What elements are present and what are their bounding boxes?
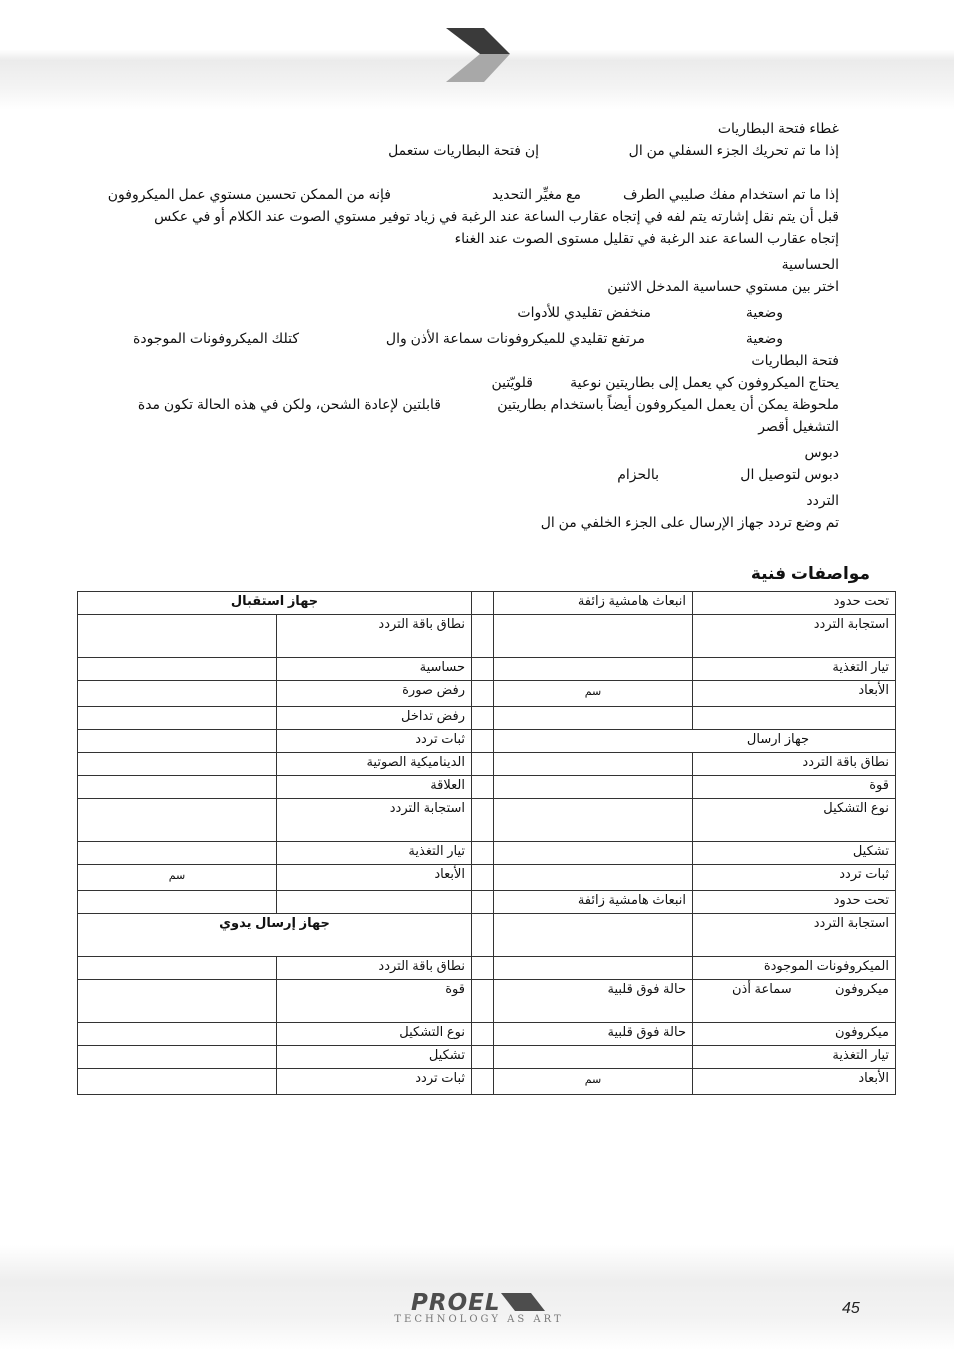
table-cell: تحت حدود xyxy=(693,592,896,615)
para-line: إتجاه عقارب الساعة عند الرغبة في تقليل مستوى الصوت عند الغناء xyxy=(454,230,839,246)
table-row xyxy=(78,957,896,980)
table-cell: الأبعاد xyxy=(277,865,472,891)
table-row xyxy=(78,615,896,658)
section-heading: التردد xyxy=(806,492,839,508)
para-line: غطاء فتحة البطاريات xyxy=(717,120,839,136)
table-cell: رفض تداخل xyxy=(277,707,472,730)
logo-wordmark: PROEL xyxy=(411,1290,501,1316)
table-cell: الميكروفونات الموجودة xyxy=(693,957,896,980)
table-cell: ثبات تردد xyxy=(277,730,472,753)
table-row xyxy=(78,980,896,1023)
table-row xyxy=(78,914,896,957)
para-line: إذا ما تم تحريك الجزء السفلي من ال إن فتحة البطاريات ستعمل xyxy=(388,142,839,158)
para-line: دبوس لتوصيل ال بالحزام xyxy=(617,466,839,482)
page-number: 45 xyxy=(842,1300,860,1317)
section-header-cell: جهاز إرسال يدوي xyxy=(78,914,472,957)
table-cell: قوة xyxy=(693,776,896,799)
unit-cell: سم xyxy=(494,681,693,707)
table-cell: الديناميكية الصوتية xyxy=(277,753,472,776)
table-cell: رفض صورة xyxy=(277,681,472,707)
chevron-arrow-icon xyxy=(440,26,514,84)
table-cell: انبعاث هامشية زائفة xyxy=(494,891,693,914)
table-row xyxy=(78,842,896,865)
table-cell: العلاقة xyxy=(277,776,472,799)
table-cell: الأبعاد xyxy=(693,1069,896,1095)
para-line: قبل أن يتم نقل إشارته يتم لفه في إتجاه عقارب الساعة عند الرغبة في زياد توفير مستوي الصوت عند الكلام أو في عكس xyxy=(154,208,839,224)
instructions-text xyxy=(96,117,839,533)
table-row xyxy=(78,592,896,615)
section-heading: الحساسية xyxy=(781,256,839,272)
section-heading: فتحة البطاريات xyxy=(751,352,839,368)
table-cell: قوة xyxy=(277,980,472,1023)
para-line: ملحوظة يمكن أن يعمل الميكروفون أيضاً باستخدام بطاريتين قابلتين لإعادة الشحن، ولكن في هذه الحالة تكون مدة xyxy=(137,396,839,412)
section-heading: دبوس xyxy=(804,444,839,460)
table-cell: تحت حدود xyxy=(693,891,896,914)
para-line: التشغيل أقصر xyxy=(758,418,839,434)
spec-table xyxy=(77,591,896,1095)
table-row xyxy=(78,799,896,842)
table-cell: تيار التغذية xyxy=(277,842,472,865)
table-cell: استجابة التردد xyxy=(277,799,472,842)
table-cell: جهاز استقبال xyxy=(78,592,472,615)
table-row xyxy=(78,865,896,891)
table-cell: نوع التشكيل xyxy=(277,1023,472,1046)
table-cell: ثبات تردد xyxy=(277,1069,472,1095)
table-cell: ميكروفون سماعة أذن xyxy=(693,980,896,1023)
para-line: وضعية مرتفع تقليدي للميكروفونات سماعة الأذن وال كتلك الميكروفونات الموجودة xyxy=(133,330,783,346)
table-row xyxy=(78,658,896,681)
logo-tagline: TECHNOLOGY AS ART xyxy=(394,1314,564,1325)
table-row xyxy=(78,891,896,914)
table-row xyxy=(78,730,896,753)
table-row xyxy=(78,707,896,730)
table-row xyxy=(78,753,896,776)
para-line: وضعية منخفض تقليدي للأدوات xyxy=(517,304,783,320)
table-cell: حساسية xyxy=(277,658,472,681)
table-cell: استجابة التردد xyxy=(693,914,896,957)
table-cell: تيار التغذية xyxy=(693,658,896,681)
table-cell: نطاق باقة التردد xyxy=(277,957,472,980)
table-cell: انبعاث هامشية زائفة xyxy=(494,592,693,615)
table-cell: تشكيل xyxy=(277,1046,472,1069)
brand-logo xyxy=(384,1290,574,1325)
spec-title: مواصفات فنية xyxy=(750,564,870,583)
para-line: اختر بين مستوي حساسية المدخل الاثنين xyxy=(607,278,839,294)
table-cell: الأبعاد xyxy=(693,681,896,707)
table-row xyxy=(78,1069,896,1095)
logo-arrow-icon xyxy=(501,1292,547,1312)
table-row xyxy=(78,776,896,799)
para-line: يحتاج الميكروفون كي يعمل إلى بطاريتين نوعية قلويّتين xyxy=(491,374,839,390)
table-row xyxy=(78,1023,896,1046)
table-row xyxy=(78,1046,896,1069)
table-row xyxy=(78,681,896,707)
table-cell: نوع التشكيل xyxy=(693,799,896,842)
table-cell: تشكيل xyxy=(693,842,896,865)
table-cell: نطاق باقة التردد xyxy=(693,753,896,776)
table-cell: تيار التغذية xyxy=(693,1046,896,1069)
para-line: تم وضع تردد جهاز الإرسال على الجزء الخلفي من ال xyxy=(540,514,839,530)
para-line: إذا ما تم استخدام مفك صليبي الطرف مع مغيِّر التحديد فإنه من الممكن تحسين مستوي عمل الميكروفون xyxy=(107,186,839,202)
unit-cell: سم xyxy=(494,1069,693,1095)
table-cell: استجابة التردد xyxy=(693,615,896,658)
section-header-cell: جهاز ارسال xyxy=(494,730,896,753)
table-cell: ميكروفون xyxy=(693,1023,896,1046)
table-cell: ثبات تردد xyxy=(693,865,896,891)
unit-cell: سم xyxy=(78,865,277,891)
table-cell: حالة فوق قلبية xyxy=(494,1023,693,1046)
table-cell: حالة فوق قلبية xyxy=(494,980,693,1023)
table-cell: نطاق باقة التردد xyxy=(277,615,472,658)
